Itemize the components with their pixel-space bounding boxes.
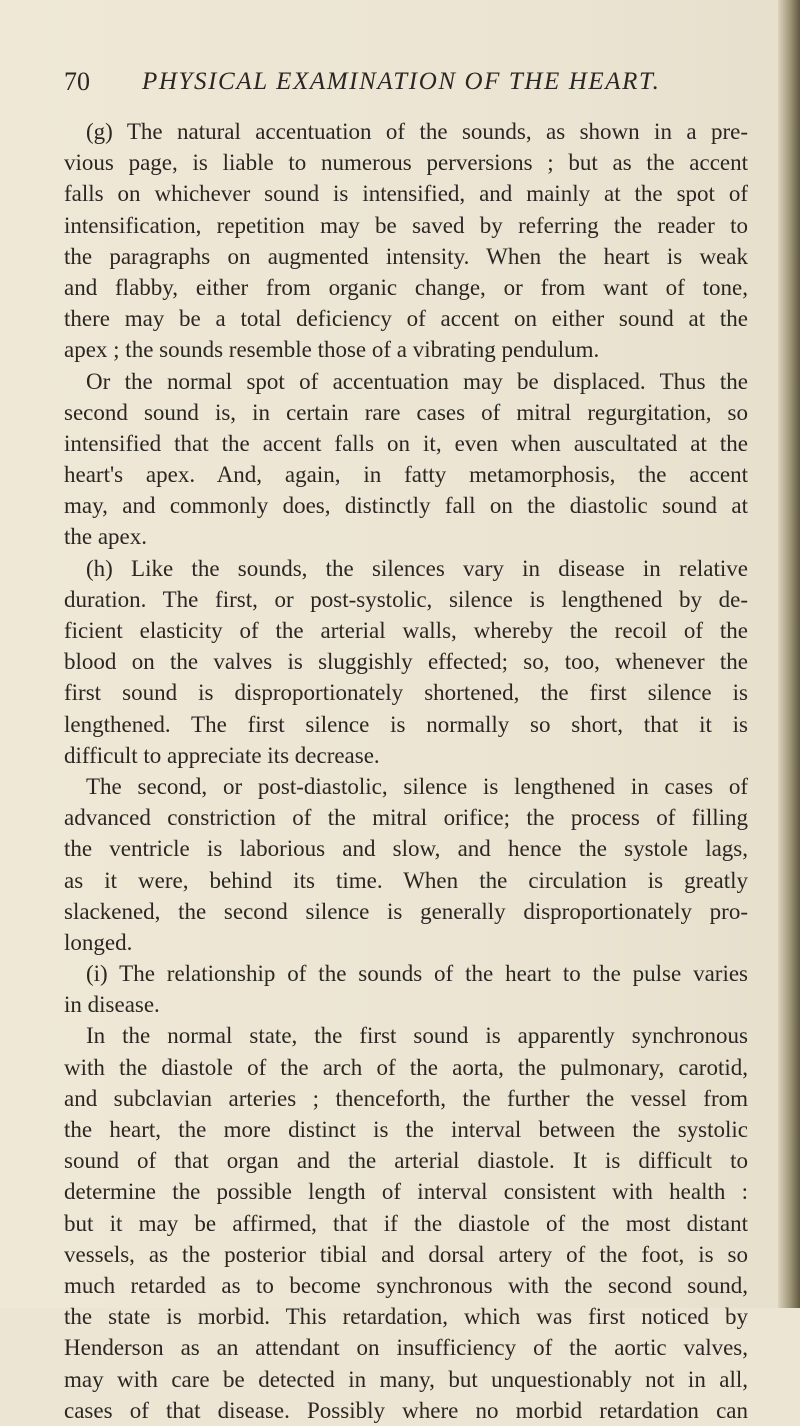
text-line: the heart, the more distinct is the interval between the systolic — [64, 1117, 748, 1142]
text-line: duration. The first, or post-systolic, silence is lengthened by de- — [64, 586, 748, 612]
text-line: longed. — [64, 929, 133, 955]
text-line: vious page, is liable to numerous perversions ; but as the accent — [64, 150, 748, 176]
text-line: in disease. — [64, 992, 160, 1018]
text-line: (g) The natural accentuation of the sounds, as shown in a pre- — [86, 119, 748, 144]
text-line: (h) Like the sounds, the silences vary in disease in relative — [86, 555, 748, 581]
text-line: slackened, the second silence is generally disproportionately pro- — [64, 898, 748, 924]
text-line: heart's apex. And, again, in fatty metamorphosis, the accent — [64, 462, 748, 488]
text-line: and flabby, either from organic change, or from want of tone, — [64, 274, 748, 300]
text-line: may, and commonly does, distinctly fall on the diastolic sound at — [64, 493, 748, 519]
text-line: the state is morbid. This retardation, which was first noticed by — [64, 1304, 748, 1330]
text-line: (i) The relationship of the sounds of the heart to the pulse varies — [86, 961, 748, 987]
text-line: difficult to appreciate its decrease. — [64, 742, 380, 768]
text-line: with the diastole of the arch of the aorta, the pulmonary, carotid, — [64, 1054, 748, 1080]
text-line: advanced constriction of the mitral orifice; the process of filling — [64, 805, 748, 831]
page-header — [64, 62, 764, 102]
running-title: PHYSICAL EXAMINATION OF THE HEART. — [142, 68, 661, 95]
text-line: there may be a total deficiency of accent on either sound at the — [64, 306, 748, 332]
text-line: Or the normal spot of accentuation may be displaced. Thus the — [86, 368, 748, 394]
text-line: determine the possible length of interval consistent with health : — [64, 1179, 748, 1205]
text-line: the ventricle is laborious and slow, and hence the systole lags, — [64, 836, 748, 862]
text-line: the apex. — [64, 524, 148, 550]
text-line: In the normal state, the first sound is apparently synchronous — [86, 1023, 748, 1049]
body-text — [64, 116, 748, 1426]
text-line: as it were, behind its time. When the circulation is greatly — [64, 867, 748, 893]
text-line: cases of that disease. Possibly where no morbid retardation can — [64, 1397, 748, 1423]
page-binding-edge — [778, 0, 800, 1308]
text-line: intensification, repetition may be saved by referring the reader to — [64, 212, 748, 238]
text-line: the paragraphs on augmented intensity. When the heart is weak — [64, 243, 748, 269]
text-line: Henderson as an attendant on insufficiency of the aortic valves, — [64, 1335, 748, 1361]
text-line: and subclavian arteries ; thenceforth, the further the vessel from — [64, 1085, 748, 1111]
text-line: much retarded as to become synchronous with the second sound, — [64, 1272, 748, 1298]
text-line: falls on whichever sound is intensified, and mainly at the spot of — [64, 181, 748, 207]
text-line: may with care be detected in many, but unquestionably not in all, — [64, 1366, 748, 1392]
text-line: second sound is, in certain rare cases of mitral regurgitation, so — [64, 399, 748, 425]
text-line: sound of that organ and the arterial diastole. It is difficult to — [64, 1148, 748, 1174]
text-line: vessels, as the posterior tibial and dorsal artery of the foot, is so — [64, 1241, 748, 1267]
text-line: lengthened. The first silence is normally so short, that it is — [64, 711, 748, 737]
text-line: The second, or post-diastolic, silence is lengthened in cases of — [86, 773, 748, 799]
text-line: but it may be affirmed, that if the diastole of the most distant — [64, 1210, 748, 1236]
page-number: 70 — [64, 67, 90, 96]
text-line: blood on the valves is sluggishly effected; so, too, whenever the — [64, 649, 748, 675]
text-line: intensified that the accent falls on it, even when auscultated at the — [64, 430, 748, 456]
text-line: apex ; the sounds resemble those of a vibrating pendulum. — [64, 337, 600, 363]
text-line: ficient elasticity of the arterial walls, whereby the recoil of the — [64, 618, 748, 643]
text-line: first sound is disproportionately shortened, the first silence is — [64, 680, 748, 706]
